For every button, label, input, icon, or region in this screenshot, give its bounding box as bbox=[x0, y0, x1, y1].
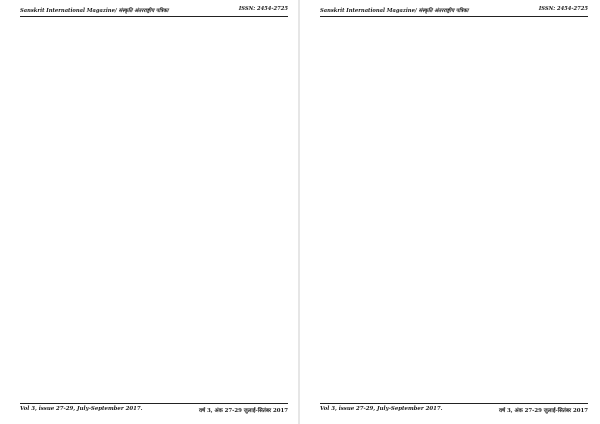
journal-name: Sanskrit International Magazine/ संस्कृति अंतरराष्ट्रीय पत्रिका bbox=[320, 8, 469, 14]
volume-hi: वर्ष 3, अंक 27-29 जुलाई-सितंबर 2017 bbox=[199, 408, 288, 414]
author-block bbox=[20, 54, 146, 114]
volume-hi: वर्ष 3, अंक 27-29 जुलाई-सितंबर 2017 bbox=[499, 408, 588, 414]
journal-name: Sanskrit International Magazine/ संस्कृति अंतरराष्ट्रीय पत्रिका bbox=[20, 8, 169, 14]
volume-en: Vol 3, issue 27-29, July-September 2017. bbox=[20, 406, 143, 412]
issn: ISSN: 2454-2725 bbox=[238, 6, 288, 12]
column-2 bbox=[452, 22, 578, 394]
title-block bbox=[20, 30, 146, 54]
running-footer bbox=[20, 403, 288, 417]
volume-en: Vol 3, issue 27-29, July-September 2017. bbox=[320, 406, 443, 412]
column-1 bbox=[320, 22, 446, 394]
running-header bbox=[320, 6, 588, 17]
body-paragraph bbox=[452, 22, 578, 142]
running-header bbox=[20, 6, 288, 17]
body-paragraph bbox=[20, 114, 146, 264]
column-1 bbox=[20, 22, 146, 394]
body-paragraph bbox=[320, 22, 446, 392]
body-paragraph bbox=[152, 22, 278, 392]
column-2 bbox=[152, 22, 278, 394]
issn: ISSN: 2454-2725 bbox=[538, 6, 588, 12]
running-footer bbox=[320, 403, 588, 417]
page-right bbox=[300, 0, 600, 424]
